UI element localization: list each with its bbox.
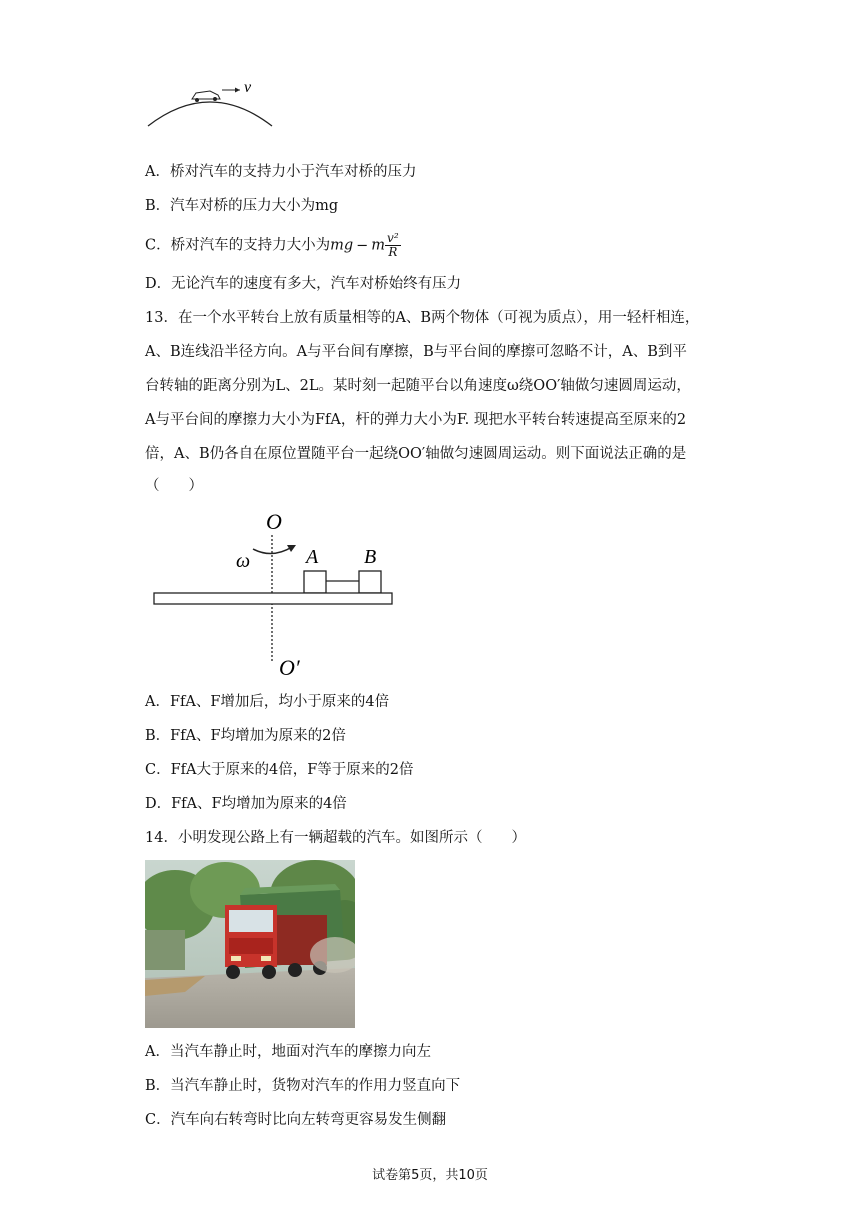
q13-answer-blank: （ ） [145, 478, 203, 494]
velocity-label: v [244, 79, 252, 96]
block-b-label: B [364, 546, 377, 568]
q14-option-c: C．汽车向右转弯时比向左转弯更容易发生侧翻 [145, 1112, 447, 1128]
block-a [304, 571, 326, 593]
block-a-label: A [306, 546, 319, 568]
q12-option-c-text: C．桥对汽车的支持力大小为 [145, 237, 331, 254]
turntable-figure [150, 505, 400, 680]
fraction-numerator: v² [387, 231, 399, 245]
q12-option-a: A．桥对汽车的支持力小于汽车对桥的压力 [145, 164, 417, 180]
q13-stem-line: 台转轴的距离分别为L、2L。某时刻一起随平台以角速度ω绕OO′轴做匀速圆周运动， [145, 378, 691, 394]
q12-option-b: B．汽车对桥的压力大小为mg [145, 198, 339, 214]
axis-bottom-label: O′ [279, 655, 300, 680]
block-b [359, 571, 381, 593]
q13-stem-line: A与平台间的摩擦力大小为FfA，杆的弹力大小为F. 现把水平转台转速提高至原来的2 [145, 412, 687, 428]
formula-minus: − [356, 237, 369, 254]
formula-lhs: mg [330, 237, 354, 254]
turntable-platform [154, 593, 392, 604]
q13-stem-line: A、B连线沿半径方向。A与平台间有摩擦，B与平台间的摩擦可忽略不计，A、B到平 [145, 344, 687, 360]
q13-stem-line: 13．在一个水平转台上放有质量相等的A、B两个物体（可视为质点），用一轻杆相连， [145, 310, 700, 326]
bridge-figure [140, 78, 280, 130]
q14-option-a: A．当汽车静止时，地面对汽车的摩擦力向左 [145, 1044, 431, 1060]
formula-fraction [385, 232, 401, 259]
axis-top-label: O [266, 509, 282, 534]
q13-stem-line: 倍，A、B仍各自在原位置随平台一起绕OO′轴做匀速圆周运动。则下面说法正确的是 [145, 446, 687, 462]
q13-option-c: C．FfA大于原来的4倍，F等于原来的2倍 [145, 762, 414, 778]
fraction-denominator: R [388, 245, 398, 259]
q14-option-b: B．当汽车静止时，货物对汽车的作用力竖直向下 [145, 1078, 461, 1094]
page-footer: 试卷第5页，共10页 [372, 1168, 488, 1183]
q12-option-d: D．无论汽车的速度有多大，汽车对桥始终有压力 [145, 276, 462, 292]
q13-option-d: D．FfA、F均增加为原来的4倍 [145, 796, 347, 812]
formula-m: m [371, 237, 386, 254]
q13-option-b: B．FfA、F均增加为原来的2倍 [145, 728, 346, 744]
car-icon [192, 91, 220, 102]
q14-stem: 14．小明发现公路上有一辆超载的汽车。如图所示（ ） [145, 830, 526, 846]
truck-photo [145, 860, 355, 1028]
omega-label: ω [236, 550, 251, 572]
q12-option-c [145, 232, 401, 259]
q13-option-a: A．FfA、F增加后，均小于原来的4倍 [145, 694, 390, 710]
bridge-arc [148, 102, 272, 126]
